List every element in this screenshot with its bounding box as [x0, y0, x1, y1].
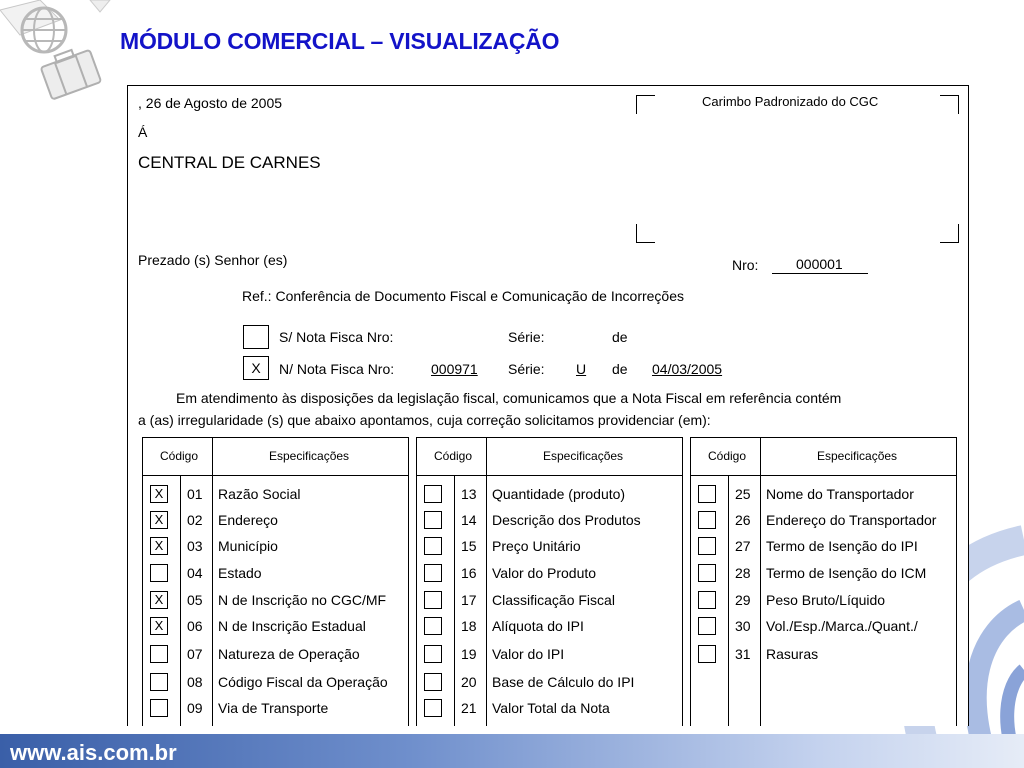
row-code: 06: [187, 618, 203, 634]
row-checkbox[interactable]: X: [150, 511, 168, 529]
row-code: 21: [461, 700, 477, 716]
row-code: 03: [187, 538, 203, 554]
row-checkbox[interactable]: [698, 645, 716, 663]
row-checkbox[interactable]: [150, 699, 168, 717]
row-checkbox[interactable]: [150, 673, 168, 691]
row-checkbox[interactable]: [150, 564, 168, 582]
table-3-code-header: Código: [708, 449, 747, 463]
s-nota-label: S/ Nota Fisca Nro:: [279, 329, 394, 345]
table-1-spec-header: Especificações: [269, 449, 350, 463]
n-de-label: de: [612, 361, 628, 377]
row-specification: N de Inscrição Estadual: [218, 618, 366, 634]
n-nota-checkbox[interactable]: X: [243, 356, 269, 380]
row-checkbox[interactable]: [424, 591, 442, 609]
row-checkbox[interactable]: [150, 645, 168, 663]
footer-url: www.ais.com.br: [10, 740, 177, 765]
row-code: 08: [187, 674, 203, 690]
row-specification: Termo de Isenção do IPI: [766, 538, 918, 554]
row-specification: Nome do Transportador: [766, 486, 914, 502]
row-specification: Descrição dos Produtos: [492, 512, 641, 528]
body-line-1: Em atendimento às disposições da legislação fiscal, comunicamos que a Nota Fiscal em referência contém: [176, 390, 842, 406]
row-checkbox[interactable]: [698, 564, 716, 582]
n-serie-label: Série:: [508, 361, 545, 377]
table-3-spec-header: Especificações: [817, 449, 898, 463]
row-specification: Via de Transporte: [218, 700, 329, 716]
s-nota-checkbox[interactable]: [243, 325, 269, 349]
row-specification: Estado: [218, 565, 262, 581]
row-checkbox[interactable]: [424, 699, 442, 717]
row-specification: Base de Cálculo do IPI: [492, 674, 635, 690]
reference-line: Ref.: Conferência de Documento Fiscal e Comunicação de Incorreções: [242, 288, 684, 304]
row-checkbox[interactable]: X: [150, 537, 168, 555]
row-specification: Vol./Esp./Marca./Quant./: [766, 618, 918, 634]
row-checkbox[interactable]: X: [150, 617, 168, 635]
irregularities-table-3: [690, 437, 957, 726]
row-specification: Natureza de Operação: [218, 646, 360, 662]
stamp-corner-bl: [636, 224, 655, 243]
row-code: 13: [461, 486, 477, 502]
row-specification: N de Inscrição no CGC/MF: [218, 592, 387, 608]
nro-value: 000001: [796, 256, 843, 272]
row-specification: Endereço do Transportador: [766, 512, 937, 528]
row-code: 02: [187, 512, 203, 528]
row-checkbox[interactable]: [424, 645, 442, 663]
row-checkbox[interactable]: [698, 485, 716, 503]
row-specification: Quantidade (produto): [492, 486, 626, 502]
row-code: 04: [187, 565, 203, 581]
n-serie-value: U: [576, 361, 587, 377]
table-1-code-header: Código: [160, 449, 199, 463]
row-checkbox[interactable]: [424, 673, 442, 691]
row-code: 27: [735, 538, 751, 554]
page-title: MÓDULO COMERCIAL – VISUALIZAÇÃO: [120, 28, 560, 54]
row-code: 31: [735, 646, 751, 662]
n-nota-label: N/ Nota Fisca Nro:: [279, 361, 395, 377]
table-2-spec-header: Especificações: [543, 449, 624, 463]
stamp-label: Carimbo Padronizado do CGC: [702, 94, 879, 109]
row-code: 16: [461, 565, 477, 581]
n-date-value: 04/03/2005: [652, 361, 723, 377]
row-code: 15: [461, 538, 477, 554]
s-de-label: de: [612, 329, 628, 345]
row-code: 20: [461, 674, 477, 690]
nro-label: Nro:: [732, 257, 759, 273]
row-specification: Valor do Produto: [492, 565, 597, 581]
stamp-corner-tr: [940, 95, 959, 114]
stamp-corner-tl: [636, 95, 655, 114]
row-code: 19: [461, 646, 477, 662]
row-code: 26: [735, 512, 751, 528]
s-serie-label: Série:: [508, 329, 545, 345]
row-code: 05: [187, 592, 203, 608]
row-checkbox[interactable]: [424, 564, 442, 582]
stamp-corner-br: [940, 224, 959, 243]
row-specification: Município: [218, 538, 278, 554]
document-date: , 26 de Agosto de 2005: [138, 95, 283, 111]
greeting: Prezado (s) Senhor (es): [138, 252, 288, 268]
body-line-2: a (as) irregularidade (s) que abaixo apontamos, cuja correção solicitamos providenciar (em):: [138, 412, 711, 428]
row-code: 25: [735, 486, 751, 502]
table-2-code-header: Código: [434, 449, 473, 463]
row-specification: Classificação Fiscal: [492, 592, 615, 608]
row-specification: Endereço: [218, 512, 278, 528]
row-specification: Termo de Isenção do ICM: [766, 565, 927, 581]
row-checkbox[interactable]: [698, 591, 716, 609]
row-checkbox[interactable]: X: [150, 485, 168, 503]
row-checkbox[interactable]: [424, 485, 442, 503]
nro-underline: [772, 273, 868, 274]
globe-suitcase-icon: [0, 0, 120, 110]
row-checkbox[interactable]: [698, 537, 716, 555]
row-checkbox[interactable]: [424, 537, 442, 555]
n-nota-number: 000971: [431, 361, 478, 377]
row-checkbox[interactable]: [424, 511, 442, 529]
row-specification: Razão Social: [218, 486, 301, 502]
row-specification: Valor do IPI: [492, 646, 565, 662]
row-code: 07: [187, 646, 203, 662]
row-checkbox[interactable]: [424, 617, 442, 635]
row-checkbox[interactable]: [698, 511, 716, 529]
recipient-name: CENTRAL DE CARNES: [138, 153, 321, 172]
row-code: 28: [735, 565, 751, 581]
row-specification: Rasuras: [766, 646, 819, 662]
row-code: 17: [461, 592, 477, 608]
fiscal-document: [127, 85, 969, 726]
row-code: 01: [187, 486, 203, 502]
row-specification: Alíquota do IPI: [492, 618, 584, 634]
row-specification: Preço Unitário: [492, 538, 581, 554]
to-label: Á: [138, 124, 148, 140]
row-code: 18: [461, 618, 477, 634]
row-specification: Peso Bruto/Líquido: [766, 592, 886, 608]
row-specification: Valor Total da Nota: [492, 700, 610, 716]
row-checkbox[interactable]: [698, 617, 716, 635]
row-checkbox[interactable]: X: [150, 591, 168, 609]
row-code: 30: [735, 618, 751, 634]
row-code: 09: [187, 700, 203, 716]
row-code: 14: [461, 512, 477, 528]
row-specification: Código Fiscal da Operação: [218, 674, 388, 690]
row-code: 29: [735, 592, 751, 608]
